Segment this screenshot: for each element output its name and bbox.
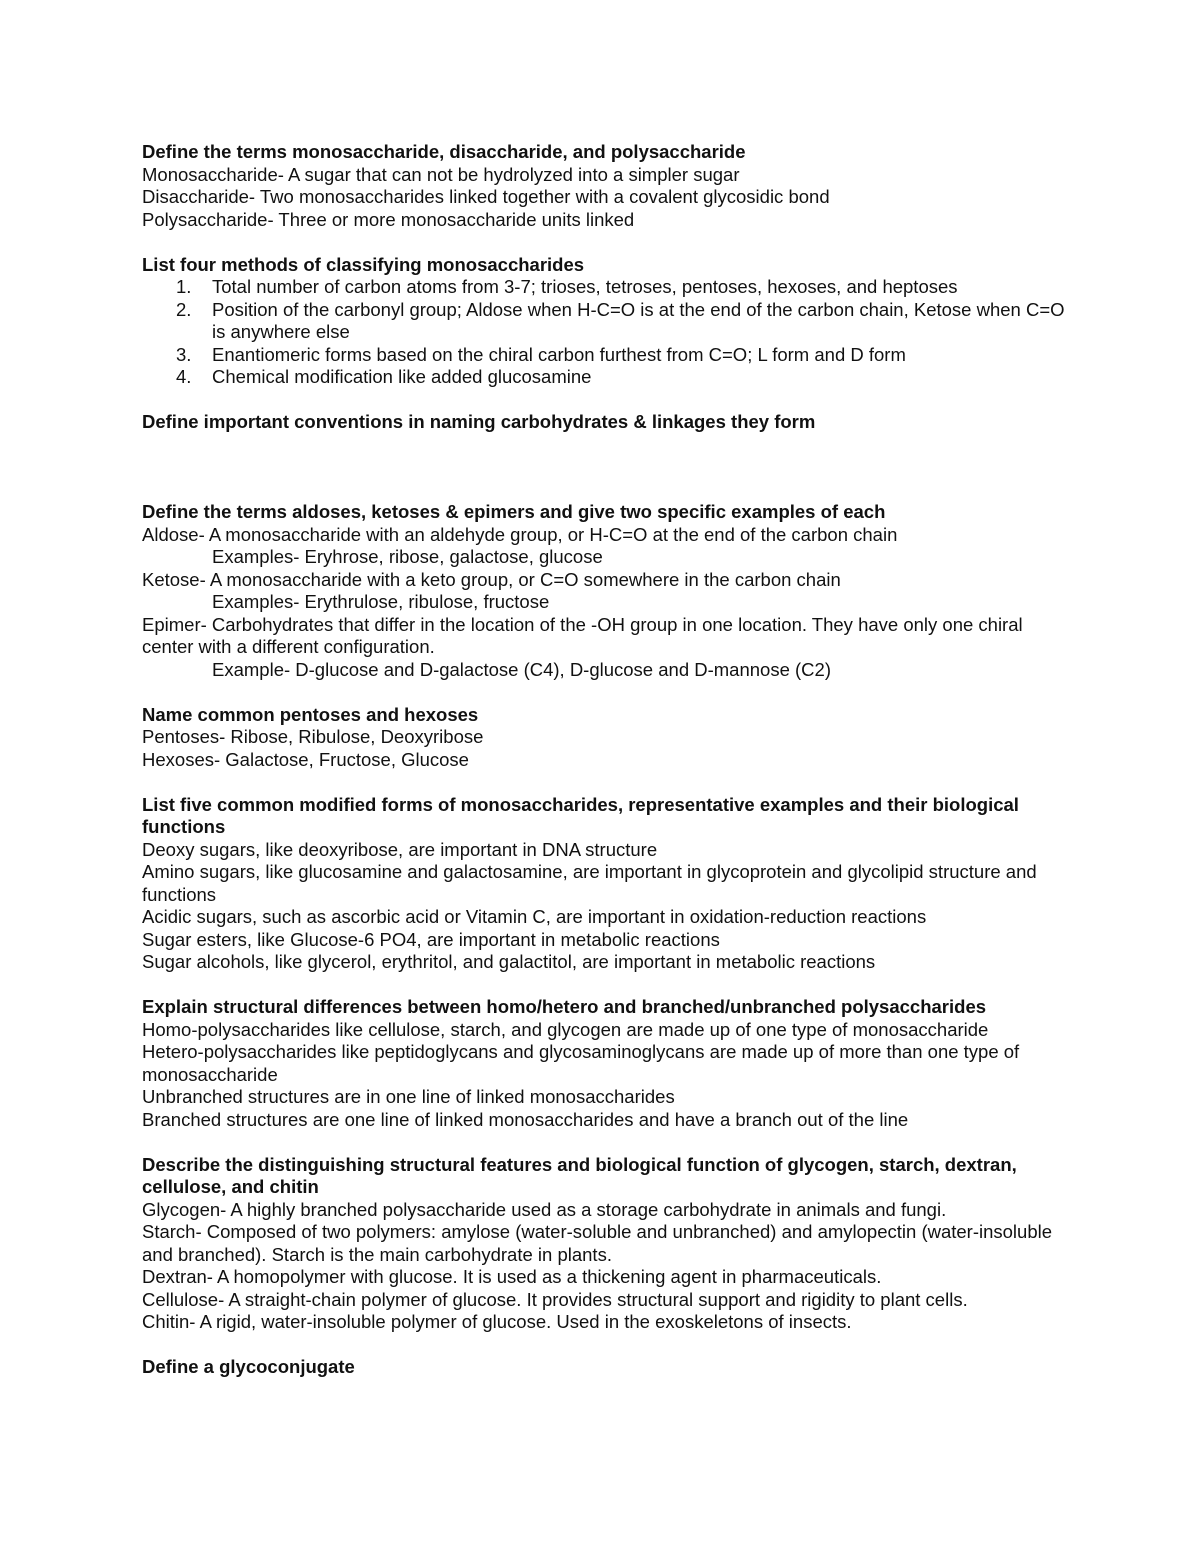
list-item xyxy=(142,299,1072,344)
spacer xyxy=(142,1131,1072,1154)
list-number: 3. xyxy=(176,343,192,365)
hetero-polysaccharides-line: Hetero-polysaccharides like peptidoglycans and glycosaminoglycans are made up of more than one type of monosaccharide xyxy=(142,1041,1020,1085)
section-heading-modified-forms: List five common modified forms of monosaccharides, representative examples and their biological functions xyxy=(142,793,1019,837)
list-item xyxy=(142,366,1072,389)
glycogen-line: Glycogen- A highly branched polysaccharide used as a storage carbohydrate in animals and fungi. xyxy=(142,1198,947,1220)
section-heading-aldoses-ketoses-epimers: Define the terms aldoses, ketoses & epimers and give two specific examples of each xyxy=(142,501,886,522)
list-number: 4. xyxy=(176,366,192,387)
definition-ketose: Ketose- A monosaccharide with a keto group, or C=O somewhere in the carbon chain xyxy=(142,568,841,590)
spacer xyxy=(142,389,1072,412)
deoxy-sugars-line: Deoxy sugars, like deoxyribose, are important in DNA structure xyxy=(142,838,658,860)
list-item xyxy=(142,276,1072,299)
spacer xyxy=(142,434,1072,502)
list-item-text: Enantiomeric forms based on the chiral carbon furthest from C=O; L form and D form xyxy=(212,343,906,365)
dextran-line: Dextran- A homopolymer with glucose. It is used as a thickening agent in pharmaceuticals. xyxy=(142,1266,882,1287)
spacer xyxy=(142,681,1072,704)
section-heading-naming-conventions: Define important conventions in naming carbohydrates & linkages they form xyxy=(142,411,816,432)
section-heading-glycoconjugate: Define a glycoconjugate xyxy=(142,1356,355,1377)
document-page xyxy=(142,141,1072,1379)
section-heading-pentoses-hexoses: Name common pentoses and hexoses xyxy=(142,703,479,725)
section-heading-classifying-methods: List four methods of classifying monosaccharides xyxy=(142,253,585,275)
epimer-example: Example- D-glucose and D-galactose (C4), D-glucose and D-mannose (C2) xyxy=(212,658,831,680)
definition-aldose: Aldose- A monosaccharide with an aldehyde group, or H-C=O at the end of the carbon chain xyxy=(142,523,898,545)
list-item xyxy=(142,344,1072,367)
unbranched-line: Unbranched structures are in one line of linked monosaccharides xyxy=(142,1086,675,1107)
list-item-text: Chemical modification like added glucosamine xyxy=(212,366,592,387)
spacer xyxy=(142,231,1072,254)
hexoses-line: Hexoses- Galactose, Fructose, Glucose xyxy=(142,748,469,770)
aldose-examples: Examples- Eryhrose, ribose, galactose, glucose xyxy=(212,546,603,567)
acidic-sugars-line: Acidic sugars, such as ascorbic acid or Vitamin C, are important in oxidation-reduction reactions xyxy=(142,906,927,927)
section-heading-saccharide-terms: Define the terms monosaccharide, disaccharide, and polysaccharide xyxy=(142,141,746,162)
spacer xyxy=(142,974,1072,997)
list-item-text: Total number of carbon atoms from 3-7; trioses, tetroses, pentoses, hexoses, and heptoses xyxy=(212,276,958,297)
definition-polysaccharide: Polysaccharide- Three or more monosaccharide units linked xyxy=(142,208,635,230)
pentoses-line: Pentoses- Ribose, Ribulose, Deoxyribose xyxy=(142,726,484,747)
definition-monosaccharide: Monosaccharide- A sugar that can not be hydrolyzed into a simpler sugar xyxy=(142,163,740,185)
sugar-esters-line: Sugar esters, like Glucose-6 PO4, are important in metabolic reactions xyxy=(142,928,720,950)
homo-polysaccharides-line: Homo-polysaccharides like cellulose, starch, and glycogen are made up of one type of monosaccharide xyxy=(142,1018,989,1040)
classification-methods-list xyxy=(142,276,1072,389)
list-number: 1. xyxy=(176,276,192,297)
spacer xyxy=(142,771,1072,794)
list-number: 2. xyxy=(176,298,192,320)
section-heading-polysaccharide-structure: Explain structural differences between homo/hetero and branched/unbranched polysaccharides xyxy=(142,996,987,1017)
branched-line: Branched structures are one line of linked monosaccharides and have a branch out of the line xyxy=(142,1108,909,1130)
ketose-examples: Examples- Erythrulose, ribulose, fructose xyxy=(212,591,550,612)
definition-epimer: Epimer- Carbohydrates that differ in the location of the -OH group in one location. They have only one chiral center with a different configuration. xyxy=(142,613,1023,657)
definition-disaccharide: Disaccharide- Two monosaccharides linked together with a covalent glycosidic bond xyxy=(142,186,830,207)
spacer xyxy=(142,1334,1072,1357)
sugar-alcohols-line: Sugar alcohols, like glycerol, erythritol, and galactitol, are important in metabolic reactions xyxy=(142,951,876,972)
starch-line: Starch- Composed of two polymers: amylose (water-soluble and unbranched) and amylopectin (water-insoluble and branched). Starch is the main carbohydrate in plants. xyxy=(142,1221,1053,1265)
chitin-line: Chitin- A rigid, water-insoluble polymer of glucose. Used in the exoskeletons of insects. xyxy=(142,1311,852,1332)
amino-sugars-line: Amino sugars, like glucosamine and galactosamine, are important in glycoprotein and glycolipid structure and functions xyxy=(142,861,1037,905)
section-heading-polysaccharide-functions: Describe the distinguishing structural features and biological function of glycogen, starch, dextran, cellulose, and chitin xyxy=(142,1153,1017,1197)
cellulose-line: Cellulose- A straight-chain polymer of glucose. It provides structural support and rigidity to plant cells. xyxy=(142,1288,968,1310)
list-item-text: Position of the carbonyl group; Aldose when H-C=O is at the end of the carbon chain, Ketose when C=O is anywhere else xyxy=(212,298,1065,342)
